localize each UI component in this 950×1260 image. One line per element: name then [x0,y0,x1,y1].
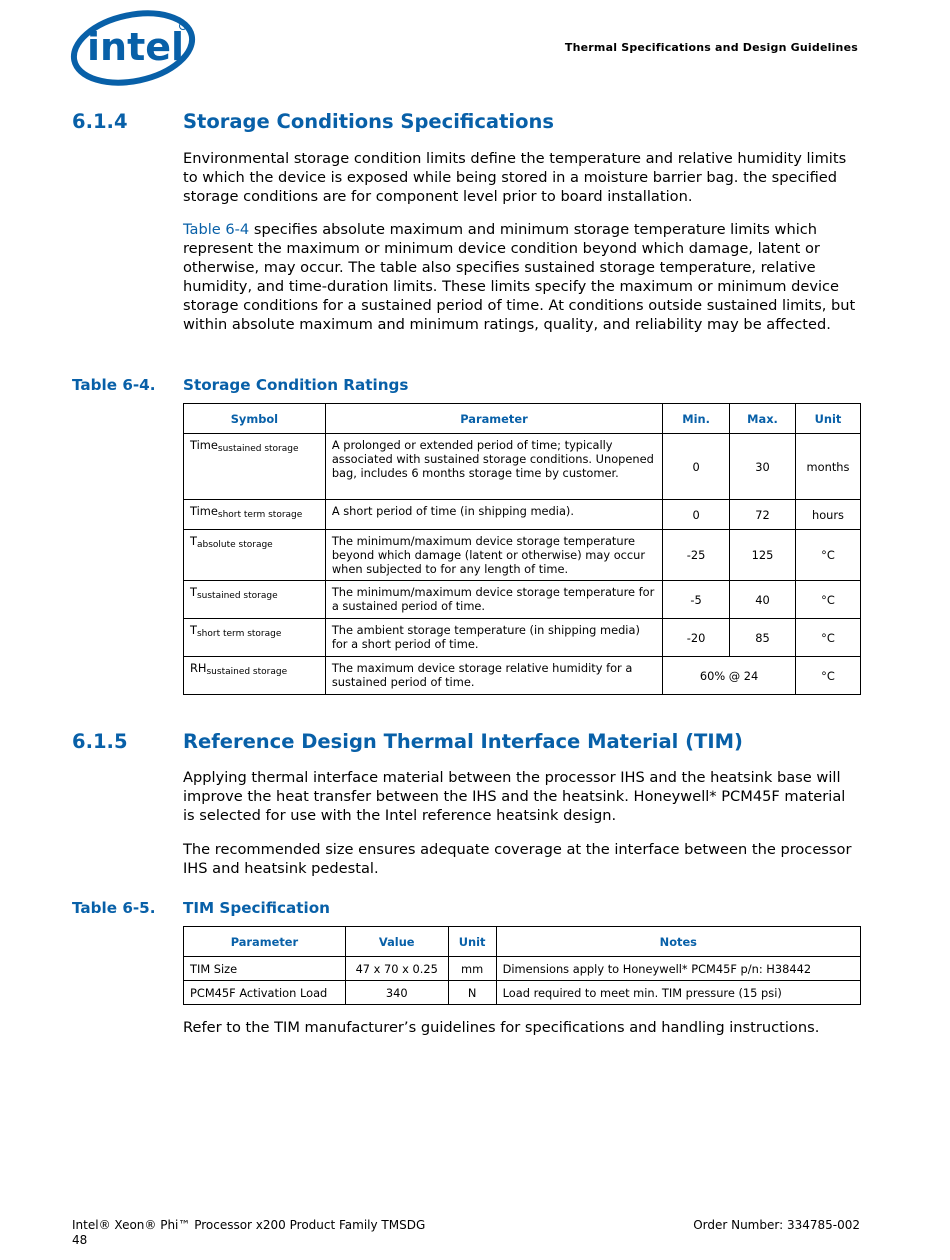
unit-cell: °C [795,619,860,657]
min-cell: 0 [663,500,730,530]
unit-cell: mm [448,957,496,981]
parameter-cell: The ambient storage temperature (in shipping media) for a short period of time. [325,619,662,657]
table-row [184,657,861,695]
section-title: Storage Conditions Specifications [183,110,554,133]
table-title: Storage Condition Ratings [183,376,409,394]
symbol-cell: Time$_{short term storage}$ [184,500,326,530]
footer-left [72,1218,425,1248]
table-number: Table 6-5. [72,899,156,917]
table-row [184,981,861,1005]
table-header-row [184,404,861,434]
parameter-cell: The minimum/maximum device storage temperature beyond which damage (latent or otherwise) may occur when subjected to for any length of time. [325,530,662,581]
table-link[interactable]: Table 6-4 [183,221,250,238]
parameter-cell: A short period of time (in shipping media). [325,500,662,530]
tim-specification-table [183,926,861,1005]
parameter-cell: The maximum device storage relative humidity for a sustained period of time. [325,657,662,695]
notes-cell: Load required to meet min. TIM pressure (15 psi) [496,981,860,1005]
unit-cell: N [448,981,496,1005]
symbol-cell: $T_{sustained storage}$ [184,581,326,619]
storage-condition-table [183,403,861,695]
max-cell: 72 [730,500,796,530]
section-title: Reference Design Thermal Interface Material (TIM) [183,730,743,753]
unit-cell: months [795,434,860,500]
min-cell: -25 [663,530,730,581]
table-number: Table 6-4. [72,376,156,394]
unit-cell: °C [795,530,860,581]
max-cell: 30 [730,434,796,500]
notes-cell: Dimensions apply to Honeywell* PCM45F p/n: H38442 [496,957,860,981]
section-heading-6-1-5 [72,730,743,753]
table-row [184,500,861,530]
unit-cell: °C [795,581,860,619]
max-cell: 125 [730,530,796,581]
min-cell: -20 [663,619,730,657]
symbol-cell: $RH_{sustained storage}$ [184,657,326,695]
page-number: 48 [72,1233,88,1247]
svg-text:intel: intel [87,25,185,69]
parameter-cell: TIM Size [184,957,346,981]
unit-cell: hours [795,500,860,530]
table-row [184,434,861,500]
parameter-cell: PCM45F Activation Load [184,981,346,1005]
column-header: Parameter [184,927,346,957]
header-title: Thermal Specifications and Design Guidelines [564,41,858,54]
value-cell: 47 x 70 x 0.25 [345,957,448,981]
min-cell: -5 [663,581,730,619]
paragraph-text: specifies absolute maximum and minimum storage temperature limits which represent the maximum or minimum device condition beyond which damage, latent or otherwise, may occur. The table also specifies sustained storage temperature, relative humidity, and time-duration limits. These limits specify the maximum or minimum device storage conditions for a sustained period of time. At conditions outside sustained limits, but within absolute maximum and minimum ratings, quality, and reliability may be affected. [183,221,856,333]
section-number: 6.1.5 [72,730,128,753]
column-header: Parameter [325,404,662,434]
parameter-cell: The minimum/maximum device storage temperature for a sustained period of time. [325,581,662,619]
intel-logo [70,4,198,88]
paragraph: The recommended size ensures adequate coverage at the interface between the processor IHS and heatsink pedestal. [183,841,852,877]
section-heading-6-1-4 [72,110,554,133]
max-cell: 40 [730,581,796,619]
unit-cell: °C [795,657,860,695]
section-number: 6.1.4 [72,110,128,133]
table-title: TIM Specification [183,899,330,917]
closing-paragraph: Refer to the TIM manufacturer’s guidelines for specifications and handling instructions. [183,1019,820,1036]
table-row [184,581,861,619]
column-header: Unit [448,927,496,957]
min-cell: 0 [663,434,730,500]
min-max-cell: 60% @ 24 [663,657,796,695]
column-header: Symbol [184,404,326,434]
paragraph [183,220,861,334]
table-row [184,619,861,657]
column-header: Notes [496,927,860,957]
column-header: Min. [663,404,730,434]
value-cell: 340 [345,981,448,1005]
column-header: Unit [795,404,860,434]
table-row [184,530,861,581]
column-header: Max. [730,404,796,434]
column-header: Value [345,927,448,957]
order-number: Order Number: 334785-002 [693,1218,860,1232]
symbol-cell: $T_{short term storage}$ [184,619,326,657]
paragraph: Environmental storage condition limits define the temperature and relative humidity limits to which the device is exposed while being stored in a moisture barrier bag. the specified storage conditions are for component level prior to board installation. [183,150,847,205]
table-header-row [184,927,861,957]
paragraph: Applying thermal interface material between the processor IHS and the heatsink base will improve the heat transfer between the IHS and the heatsink. Honeywell* PCM45F material is selected for use with the Intel reference heatsink design. [183,769,846,824]
symbol-cell: $T_{absolute storage}$ [184,530,326,581]
parameter-cell: A prolonged or extended period of time; typically associated with sustained storage conditions. Unopened bag, includes 6 months storage time by customer. [325,434,662,500]
table-caption-6-5 [72,899,330,917]
symbol-cell: Time$_{sustained storage}$ [184,434,326,500]
max-cell: 85 [730,619,796,657]
table-row [184,957,861,981]
table-caption-6-4 [72,376,408,394]
footer-product: Intel® Xeon® Phi™ Processor x200 Product Family TMSDG [72,1218,426,1232]
